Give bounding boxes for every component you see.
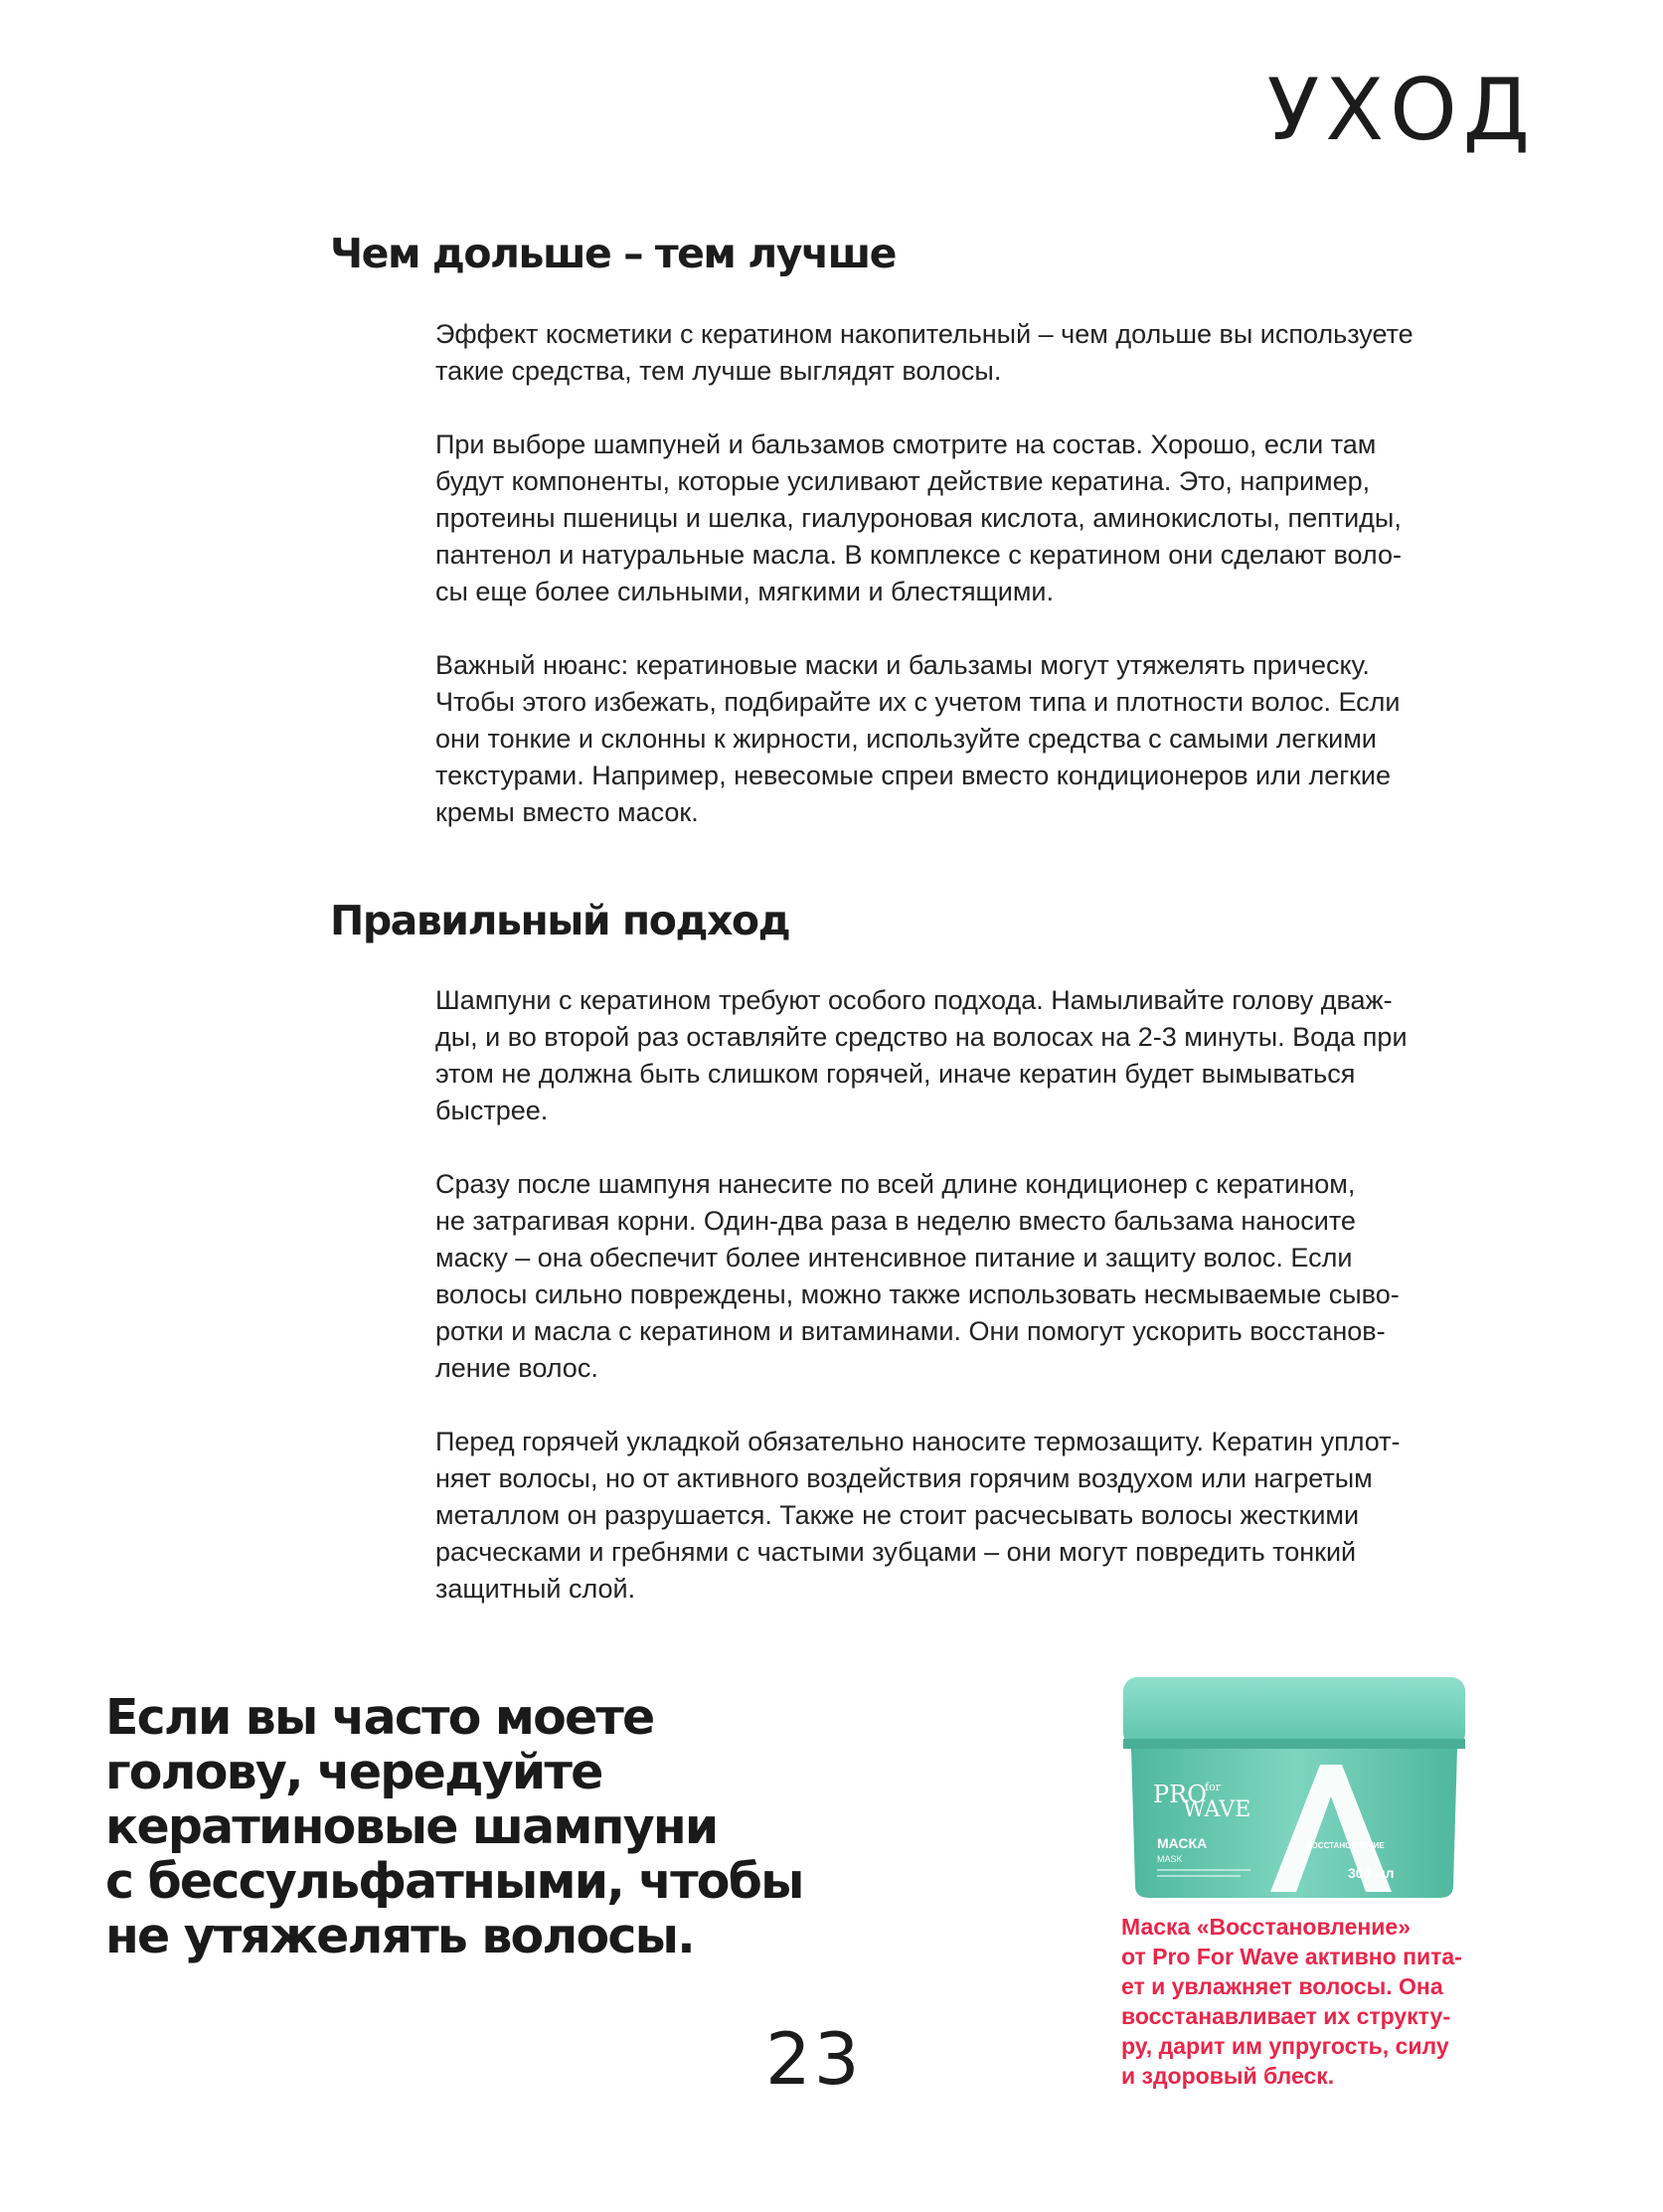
section-label: УХОД [1266, 61, 1536, 160]
product-volume: 300 мл [1348, 1865, 1395, 1881]
paragraph: При выборе шампуней и бальзамов смотрите на состав. Хорошо, если там будут компоненты, которые усиливают действие кератина. Это, например, протеины пшеницы и шелка, гиалуроновая кислота, аминокислоты, пептиды, пантенол и натуральные масла. В комплексе с кератином они сделают воло- сы еще более сильными, мягкими и блестящими. [435, 429, 1402, 606]
paragraph: Перед горячей укладкой обязательно наносите термозащиту. Кератин уплот- няет волосы, но от активного воздействия горячим воздухом или нагретым металлом он разрушается. Также не стоит расчесывать волосы жесткими расческами и гребнями с частыми зубцами – они могут повредить тонкий защитный слой. [435, 1427, 1401, 1604]
section-body-right-approach [435, 982, 1509, 1644]
product-image-mask-jar [1121, 1673, 1469, 1902]
section-body-longer-better [435, 316, 1509, 868]
brand-text: WAVE [1183, 1797, 1251, 1822]
pull-quote: Если вы часто моете голову, чередуйте кератиновые шампуни с бессульфатными, чтобы не утяжелять волосы. [105, 1689, 803, 1964]
brand-text: PRO [1153, 1781, 1207, 1808]
product-variant: ВОССТАНОВЛЕНИЕ [1306, 1841, 1385, 1850]
paragraph: Шампуни с кератином требуют особого подхода. Намыливайте голову дваж- ды, и во второй раз оставляйте средство на волосах на 2-3 минуты. Вода при этом не должна быть слишком горячей, иначе кератин будет вымываться быстрее. [435, 985, 1408, 1125]
brand-text-small: for [1205, 1781, 1221, 1793]
paragraph: Сразу после шампуня нанесите по всей длине кондиционер с кератином, не затрагивая корни. Один-два раза в неделю вместо бальзама наносите маску – она обеспечит более интенсивное питание и защиту волос. Если волосы сильно повреждены, можно также использовать несмываемые сыво- ротки и масла с кератином и витаминами. Они помогут ускорить восстанов- ление волос. [435, 1169, 1400, 1383]
jar-lid [1123, 1677, 1465, 1747]
paragraph: Важный нюанс: кератиновые маски и бальзамы могут утяжелять прическу. Чтобы этого избежать, подбирайте их с учетом типа и плотности волос. Если они тонкие и склонны к жирности, используйте средства с самыми легкими текстурами. Например, невесомые спреи вместо кондиционеров или легкие кремы вместо масок. [435, 650, 1401, 827]
product-caption: Маска «Восстановление» от Pro For Wave активно пита- ет и увлажняет волосы. Она восстанавливает их структу- ру, дарит им упругость, силу и здоровый блеск. [1121, 1914, 1462, 2089]
page-number: 23 [765, 2017, 863, 2101]
section-heading-right-approach: Правильный подход [330, 897, 790, 944]
section-heading-longer-better: Чем дольше – тем лучше [330, 230, 896, 277]
product-subtitle: MASK [1157, 1854, 1183, 1864]
paragraph: Эффект косметики с кератином накопительный – чем дольше вы используете такие средства, тем лучше выглядят волосы. [435, 319, 1414, 386]
product-name: МАСКА [1157, 1835, 1208, 1851]
